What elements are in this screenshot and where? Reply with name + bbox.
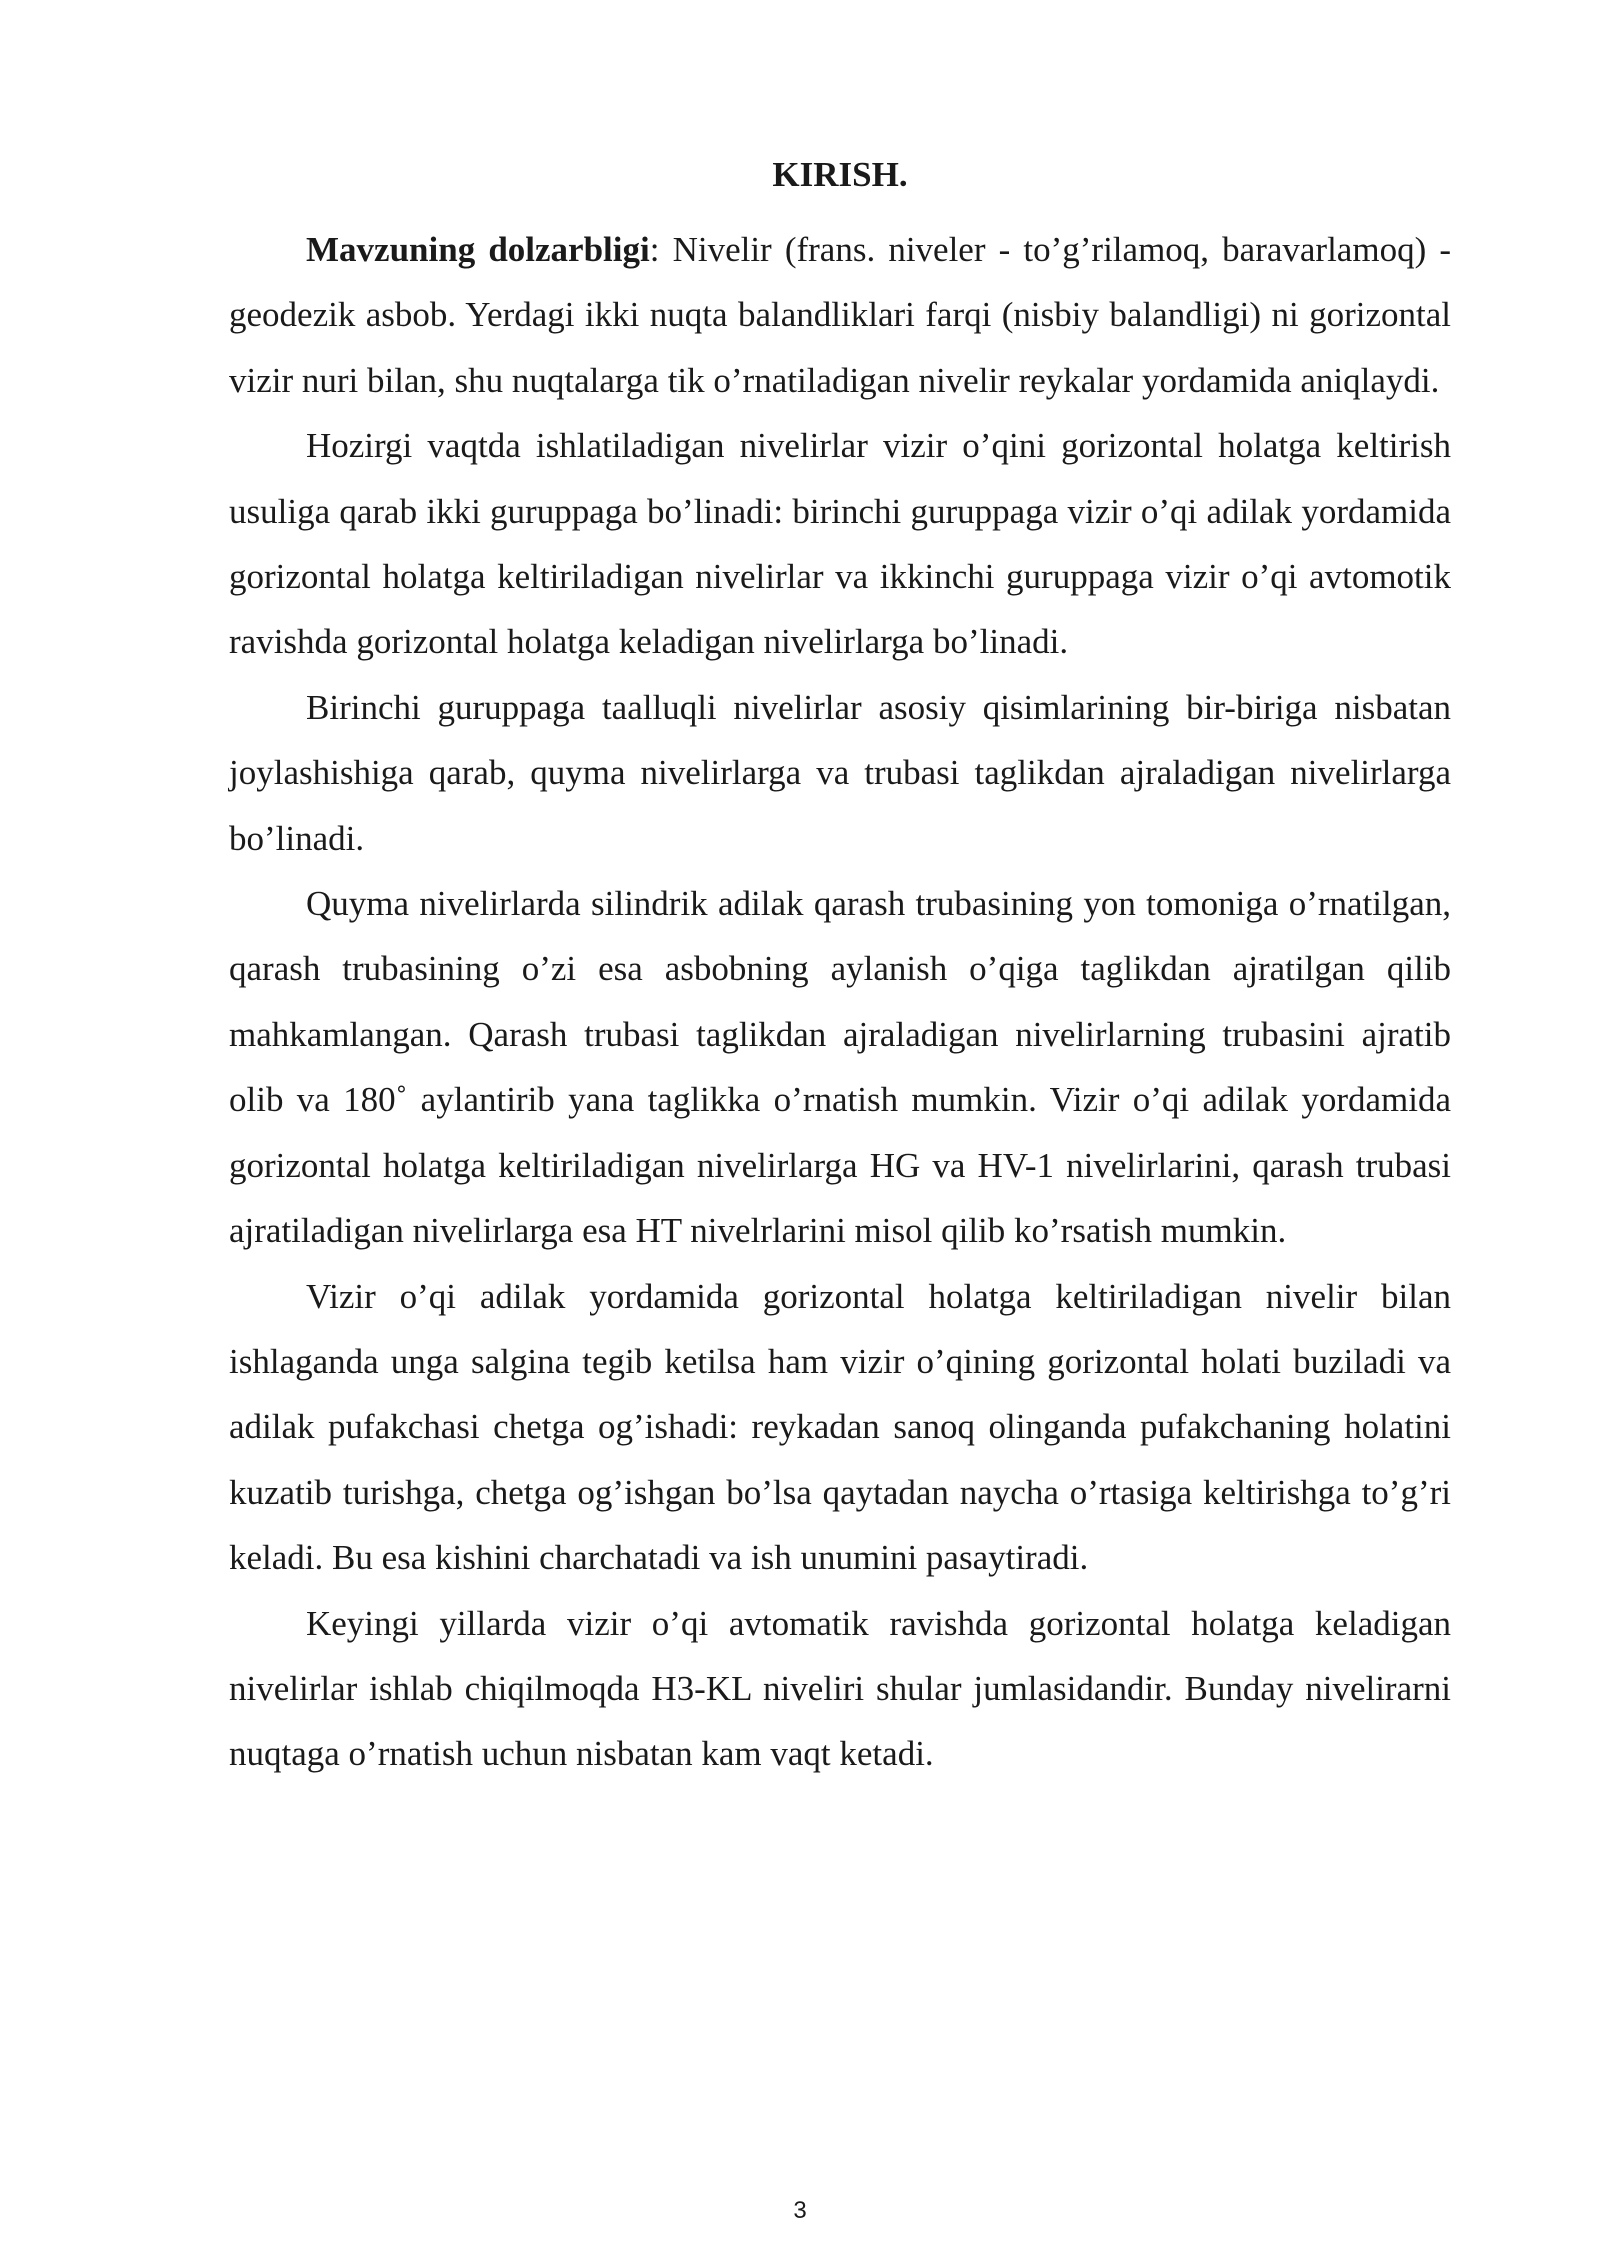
paragraph-text: Keyingi yillarda vizir o’qi avtomatik ravishda gorizontal holatga keladigan nivelirlar ishlab chiqilmoqda H3-KL niveliri shular jumlasidandir. Bunday nivelirarni nuqtaga o’rnatish uchun nisbatan kam vaqt ketadi. bbox=[229, 1603, 1451, 1774]
document-page bbox=[229, 150, 1451, 1787]
paragraph-text: : Nivelir (frans. niveler - to’g’rilamoq, baravarlamoq) - geodezik asbob. Yerdagi ikki nuqta balandliklari farqi (nisbiy balandligi) ni gorizontal vizir nuri bilan, shu nuqtalarga tik o’rnatiladigan nivelir reykalar yordamida aniqlaydi. bbox=[229, 230, 1451, 400]
paragraph-text: Hozirgi vaqtda ishlatiladigan nivelirlar vizir o’qini gorizontal holatga keltirish usuliga qarab ikki guruppaga bo’linadi: birinchi guruppaga vizir o’qi adilak yordamida gorizontal holatga keltiriladigan nivelirlar va ikkinchi guruppaga vizir o’qi avtomotik ravishda gorizontal holatga keladigan nivelirlarga bo’linadi. bbox=[229, 426, 1451, 662]
paragraph-text: Vizir o’qi adilak yordamida gorizontal holatga keltiriladigan nivelir bilan ishlaganda unga salgina tegib ketilsa ham vizir o’qining gorizontal holati buziladi va adilak pufakchasi chetga og’ishadi: reykadan sanoq olinganda pufakchaning holatini kuzatib turishga, chetga og’ishgan bo’lsa qaytadan naycha o’rtasiga keltirishga to’g’ri keladi. Bu esa kishini charchatadi va ish unumini pasaytiradi. bbox=[229, 1276, 1451, 1578]
section-title: KIRISH. bbox=[772, 155, 908, 194]
paragraph-relevance bbox=[229, 217, 1451, 413]
paragraph-text: Birinchi guruppaga taalluqli nivelirlar asosiy qisimlarining bir-biriga nisbatan joylashishiga qarab, quyma nivelirlarga va trubasi taglikdan ajraladigan nivelirlarga bo’linadi. bbox=[229, 687, 1451, 858]
paragraph-text: Quyma nivelirlarda silindrik adilak qarash trubasining yon tomoniga o’rnatilgan, qarash trubasining o’zi esa asbobning aylanish o’qiga taglikdan ajratilgan qilib mahkamlangan. Qarash trubasi taglikdan ajraladigan nivelirlarning trubasini ajratib olib va 180˚ aylantirib yana taglikka o’rnatish mumkin. Vizir o’qi adilak yordamida gorizontal holatga keltiriladigan nivelirlarga HG va HV-1 nivelirlarini, qarash trubasi ajratiladigan nivelirlarga esa HT nivelrlarini misol qilib ko’rsatish mumkin. bbox=[229, 884, 1451, 1251]
paragraph-lead: Mavzuning dolzarbligi bbox=[306, 230, 650, 269]
page-number: 3 bbox=[793, 2197, 807, 2224]
